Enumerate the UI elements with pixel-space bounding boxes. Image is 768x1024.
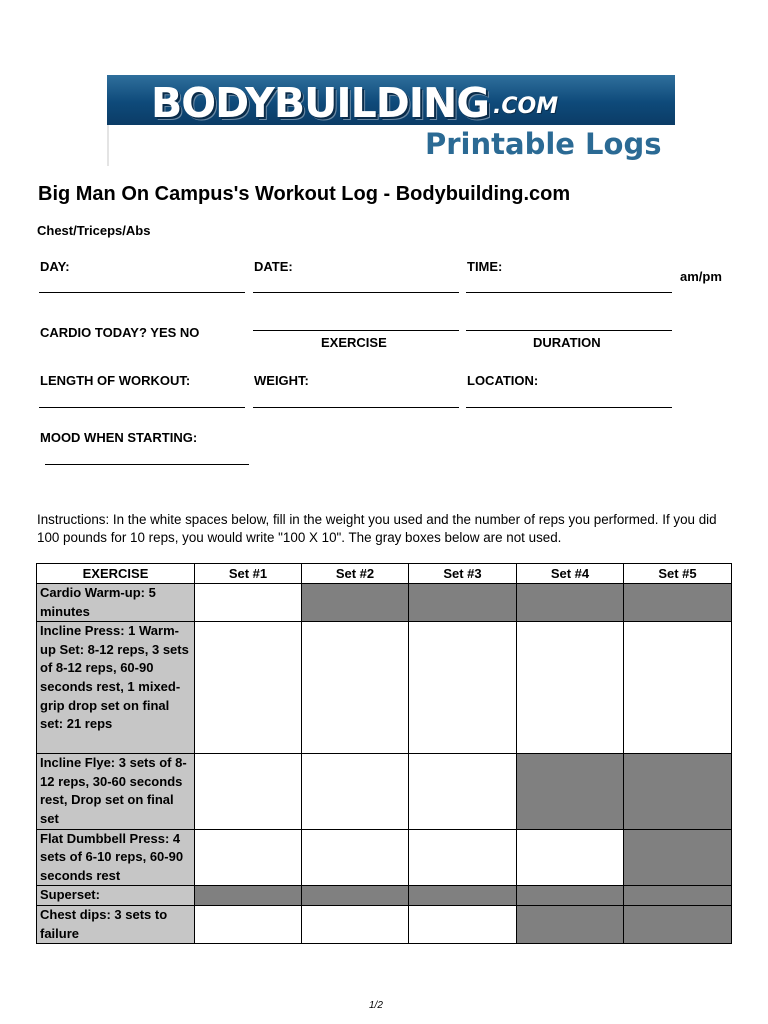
page-number: 1/2 <box>369 1000 383 1011</box>
weight-field[interactable] <box>253 407 459 408</box>
length-label: LENGTH OF WORKOUT: <box>40 373 191 388</box>
unused-set-cell <box>517 584 624 622</box>
table-row <box>37 584 732 622</box>
set-entry-cell[interactable] <box>302 754 409 829</box>
cardio-exercise-field[interactable] <box>253 330 459 331</box>
unused-set-cell <box>409 886 517 906</box>
workout-subtitle: Chest/Triceps/Abs <box>37 223 151 238</box>
set-entry-cell[interactable] <box>409 905 517 943</box>
set-entry-cell[interactable] <box>195 622 302 754</box>
set-entry-cell[interactable] <box>624 622 732 754</box>
exercise-label: EXERCISE <box>321 335 387 350</box>
exercise-cell: Superset: <box>37 886 195 906</box>
location-field[interactable] <box>466 407 672 408</box>
set-entry-cell[interactable] <box>195 905 302 943</box>
set-entry-cell[interactable] <box>195 829 302 886</box>
ampm-label: am/pm <box>680 269 722 284</box>
date-field[interactable] <box>253 292 459 293</box>
set-entry-cell[interactable] <box>302 829 409 886</box>
header-exercise: EXERCISE <box>37 564 195 584</box>
header-set-3: Set #3 <box>409 564 517 584</box>
unused-set-cell <box>517 754 624 829</box>
day-field[interactable] <box>39 292 245 293</box>
mood-field[interactable] <box>45 464 249 465</box>
mood-label: MOOD WHEN STARTING: <box>40 430 198 445</box>
unused-set-cell <box>624 754 732 829</box>
duration-label: DURATION <box>533 335 601 350</box>
table-row <box>37 622 732 754</box>
bodybuilding-banner <box>107 75 675 166</box>
set-entry-cell[interactable] <box>195 584 302 622</box>
workout-table <box>36 563 732 944</box>
set-entry-cell[interactable] <box>302 622 409 754</box>
header-set-5: Set #5 <box>624 564 732 584</box>
page-title: Big Man On Campus's Workout Log - Bodybuilding.com <box>38 183 571 205</box>
unused-set-cell <box>302 584 409 622</box>
unused-set-cell <box>517 886 624 906</box>
unused-set-cell <box>302 886 409 906</box>
unused-set-cell <box>409 584 517 622</box>
set-entry-cell[interactable] <box>517 622 624 754</box>
set-entry-cell[interactable] <box>302 905 409 943</box>
header-set-2: Set #2 <box>302 564 409 584</box>
table-row <box>37 905 732 943</box>
date-label: DATE: <box>254 259 293 274</box>
bodybuilding-logo: BODYBUILDING <box>151 79 490 127</box>
header-set-4: Set #4 <box>517 564 624 584</box>
set-entry-cell[interactable] <box>409 622 517 754</box>
unused-set-cell <box>624 905 732 943</box>
cardio-label: CARDIO TODAY? YES NO <box>40 325 200 340</box>
length-field[interactable] <box>39 407 245 408</box>
time-field[interactable] <box>466 292 672 293</box>
unused-set-cell <box>624 886 732 906</box>
set-entry-cell[interactable] <box>409 829 517 886</box>
time-label: TIME: <box>467 259 503 274</box>
instructions-text: Instructions: In the white spaces below, fill in the weight you used and the number of reps you performed. If you did 100 pounds for 10 reps, you would write "100 X 10". The gray boxes below are not used. <box>37 512 717 545</box>
bodybuilding-logo-suffix: .COM <box>493 94 559 119</box>
day-label: DAY: <box>40 259 70 274</box>
unused-set-cell <box>624 584 732 622</box>
set-entry-cell[interactable] <box>195 754 302 829</box>
table-row <box>37 754 732 829</box>
cardio-duration-field[interactable] <box>466 330 672 331</box>
exercise-cell: Chest dips: 3 sets to failure <box>37 905 195 943</box>
banner-subtitle: Printable Logs <box>425 127 662 161</box>
table-row <box>37 886 732 906</box>
table-row <box>37 829 732 886</box>
unused-set-cell <box>624 829 732 886</box>
set-entry-cell[interactable] <box>409 754 517 829</box>
exercise-cell: Flat Dumbbell Press: 4 sets of 6-10 reps, 60-90 seconds rest <box>37 829 195 886</box>
weight-label: WEIGHT: <box>254 373 309 388</box>
banner-divider <box>107 125 109 166</box>
exercise-cell: Incline Press: 1 Warm-up Set: 8-12 reps, 3 sets of 8-12 reps, 60-90 seconds rest, 1 mixed-grip drop set on final set: 21 reps <box>37 622 195 754</box>
location-label: LOCATION: <box>467 373 539 388</box>
table-header-row <box>37 564 732 584</box>
exercise-cell: Cardio Warm-up: 5 minutes <box>37 584 195 622</box>
set-entry-cell[interactable] <box>517 829 624 886</box>
unused-set-cell <box>195 886 302 906</box>
unused-set-cell <box>517 905 624 943</box>
header-set-1: Set #1 <box>195 564 302 584</box>
exercise-cell: Incline Flye: 3 sets of 8-12 reps, 30-60 seconds rest, Drop set on final set <box>37 754 195 829</box>
